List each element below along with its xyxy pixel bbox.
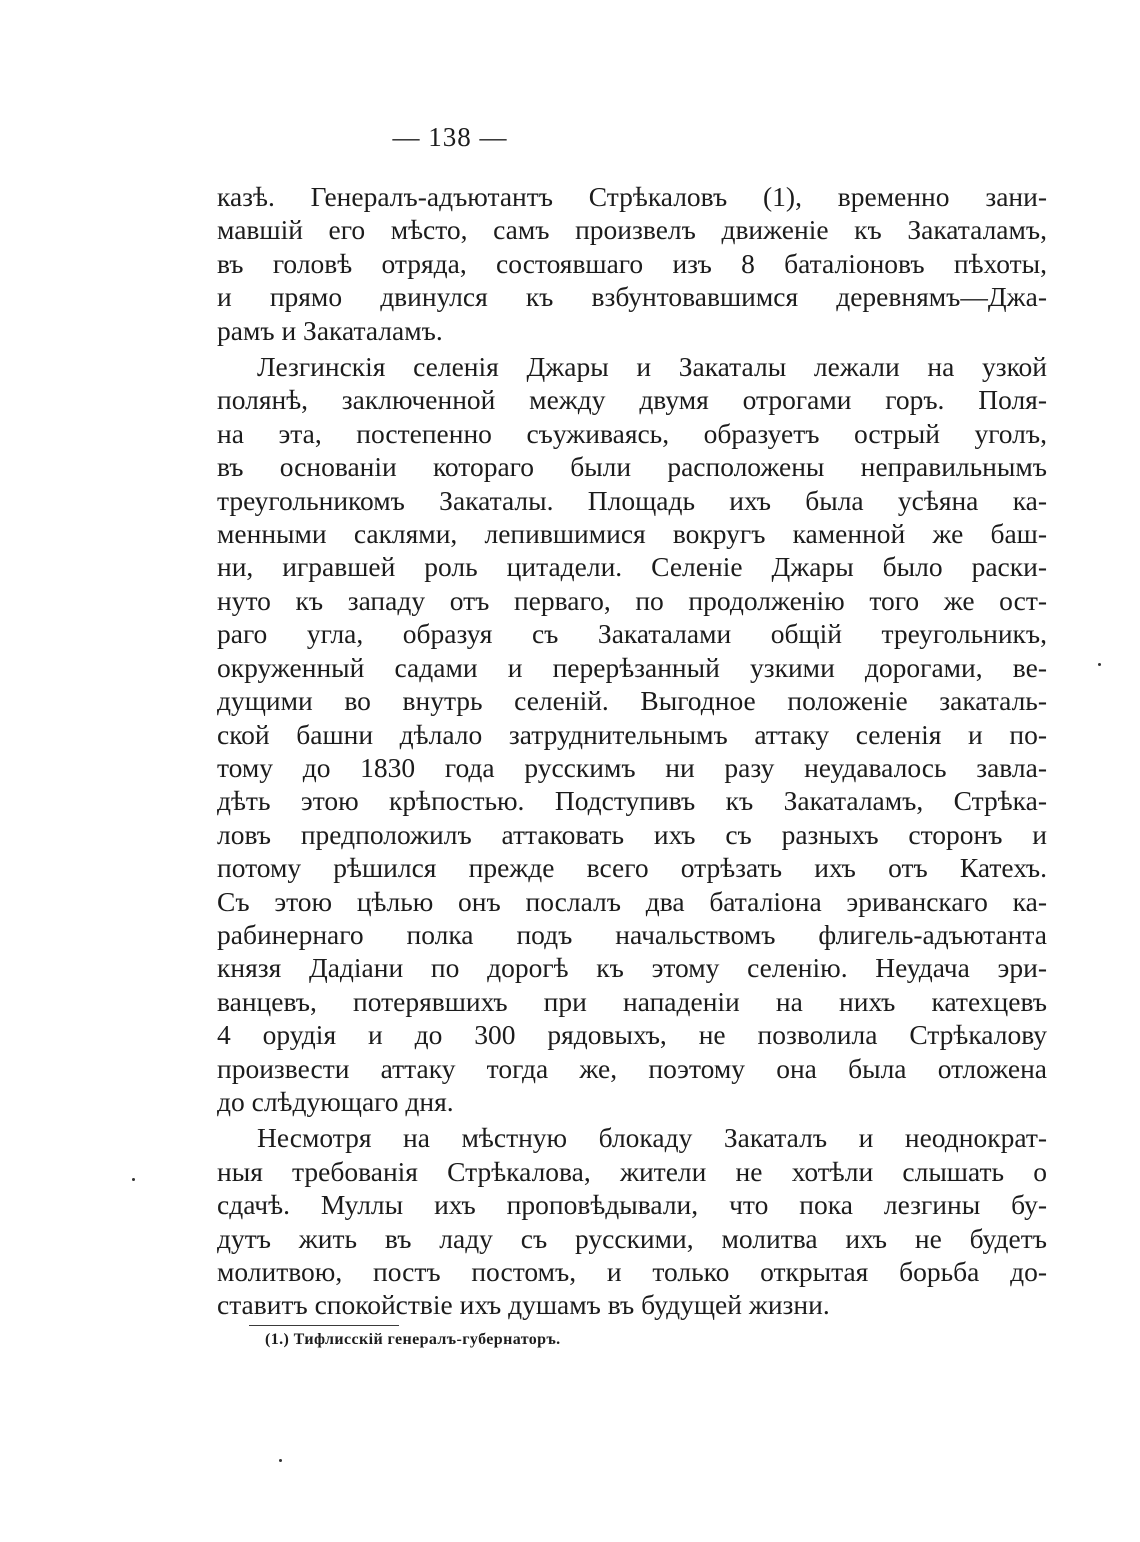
text-line: Несмотря на мѣстную блокаду Закаталъ и неоднократ- xyxy=(257,1122,1047,1154)
text-line: менными саклями, лепившимися вокругъ каменной же баш- xyxy=(217,518,1047,550)
text-line: дущими во внутрь селеній. Выгодное положеніе закаталь- xyxy=(217,685,1047,717)
text-line: потому рѣшился прежде всего отрѣзать ихъ отъ Катехъ. xyxy=(217,852,1047,884)
text-line: ванцевъ, потерявшихъ при нападеніи на нихъ катехцевъ xyxy=(217,985,1047,1017)
text-line: 4 орудія и до 300 рядовыхъ, не позволила Стрѣкалову xyxy=(217,1019,1047,1051)
text-line: въ головѣ отряда, состоявшаго изъ 8 баталіоновъ пѣхоты, xyxy=(217,247,1047,279)
body-text xyxy=(217,180,1047,1322)
text-line: полянѣ, заключенной между двумя отрогами горъ. Поля- xyxy=(217,384,1047,416)
text-line: треугольникомъ Закаталы. Площадь ихъ была усѣяна ка- xyxy=(217,484,1047,516)
scan-speck xyxy=(279,1459,282,1462)
text-line: молитвою, постъ постомъ, и только открытая борьба до- xyxy=(217,1256,1047,1287)
text-line: князя Дадіани по дорогѣ къ этому селенію. Неудача эри- xyxy=(217,952,1047,984)
paragraph-2 xyxy=(217,350,1047,1118)
text-line: и прямо двинулся къ взбунтовавшимся деревнямъ—Джа- xyxy=(217,281,1047,313)
paragraph-1 xyxy=(217,180,1047,347)
text-line: рабинернаго полка подъ начальствомъ флигель-адъютанта xyxy=(217,918,1047,950)
text-line: ни, игравшей роль цитадели. Селеніе Джары было раски- xyxy=(217,551,1047,583)
footnote: (1.) Тифлисскій генералъ-губернаторъ. xyxy=(265,1331,561,1348)
text-line: Съ этою цѣлью онъ послалъ два баталіона эриванскаго ка- xyxy=(217,885,1047,917)
page-number: — 138 — xyxy=(392,122,508,152)
text-line: ныя требованія Стрѣкалова, жители не хотѣли слышать о xyxy=(217,1155,1047,1187)
text-line: раго угла, образуя съ Закаталами общій треугольникъ, xyxy=(217,618,1047,650)
text-line: ловъ предположилъ аттаковать ихъ съ разныхъ сторонъ и xyxy=(217,818,1047,850)
text-line: мавшій его мѣсто, самъ произвелъ движеніе къ Закаталамъ, xyxy=(217,214,1047,246)
text-line: казѣ. Генералъ-адъютантъ Стрѣкаловъ (1), временно зани- xyxy=(217,181,1047,212)
text-line: рамъ и Закаталамъ. xyxy=(217,314,443,346)
text-line: произвести аттаку тогда же, поэтому она была отложена xyxy=(217,1052,1047,1084)
scan-speck xyxy=(1098,663,1101,666)
text-line: Лезгинскія селенія Джары и Закаталы лежали на узкой xyxy=(257,351,1047,383)
text-line: дѣть этою крѣпостью. Подступивъ къ Закаталамъ, Стрѣка- xyxy=(217,785,1047,817)
text-line: въ основаніи котораго были расположены неправильнымъ xyxy=(217,451,1047,483)
paragraph-3 xyxy=(217,1121,1047,1321)
text-line: дутъ жить въ ладу съ русскими, молитва ихъ не будетъ xyxy=(217,1222,1047,1254)
text-line: до слѣдующаго дня. xyxy=(217,1085,454,1117)
text-line: сдачѣ. Муллы ихъ проповѣдывали, что пока лезгины бу- xyxy=(217,1189,1047,1221)
text-line: тому до 1830 года русскимъ ни разу неудавалось завла- xyxy=(217,751,1047,783)
text-line: нуто къ западу отъ перваго, по продолженію того же ост- xyxy=(217,584,1047,616)
text-line: на эта, постепенно съуживаясь, образуетъ острый уголъ, xyxy=(217,417,1047,449)
text-line: ской башни дѣлало затруднительнымъ аттаку селенія и по- xyxy=(217,718,1047,750)
text-line: ставитъ спокойствіе ихъ душамъ въ будущей жизни. xyxy=(217,1289,830,1321)
footnote-divider xyxy=(249,1325,399,1326)
scan-speck xyxy=(132,1178,135,1181)
text-line: окруженный садами и перерѣзанный узкими дорогами, ве- xyxy=(217,651,1047,683)
